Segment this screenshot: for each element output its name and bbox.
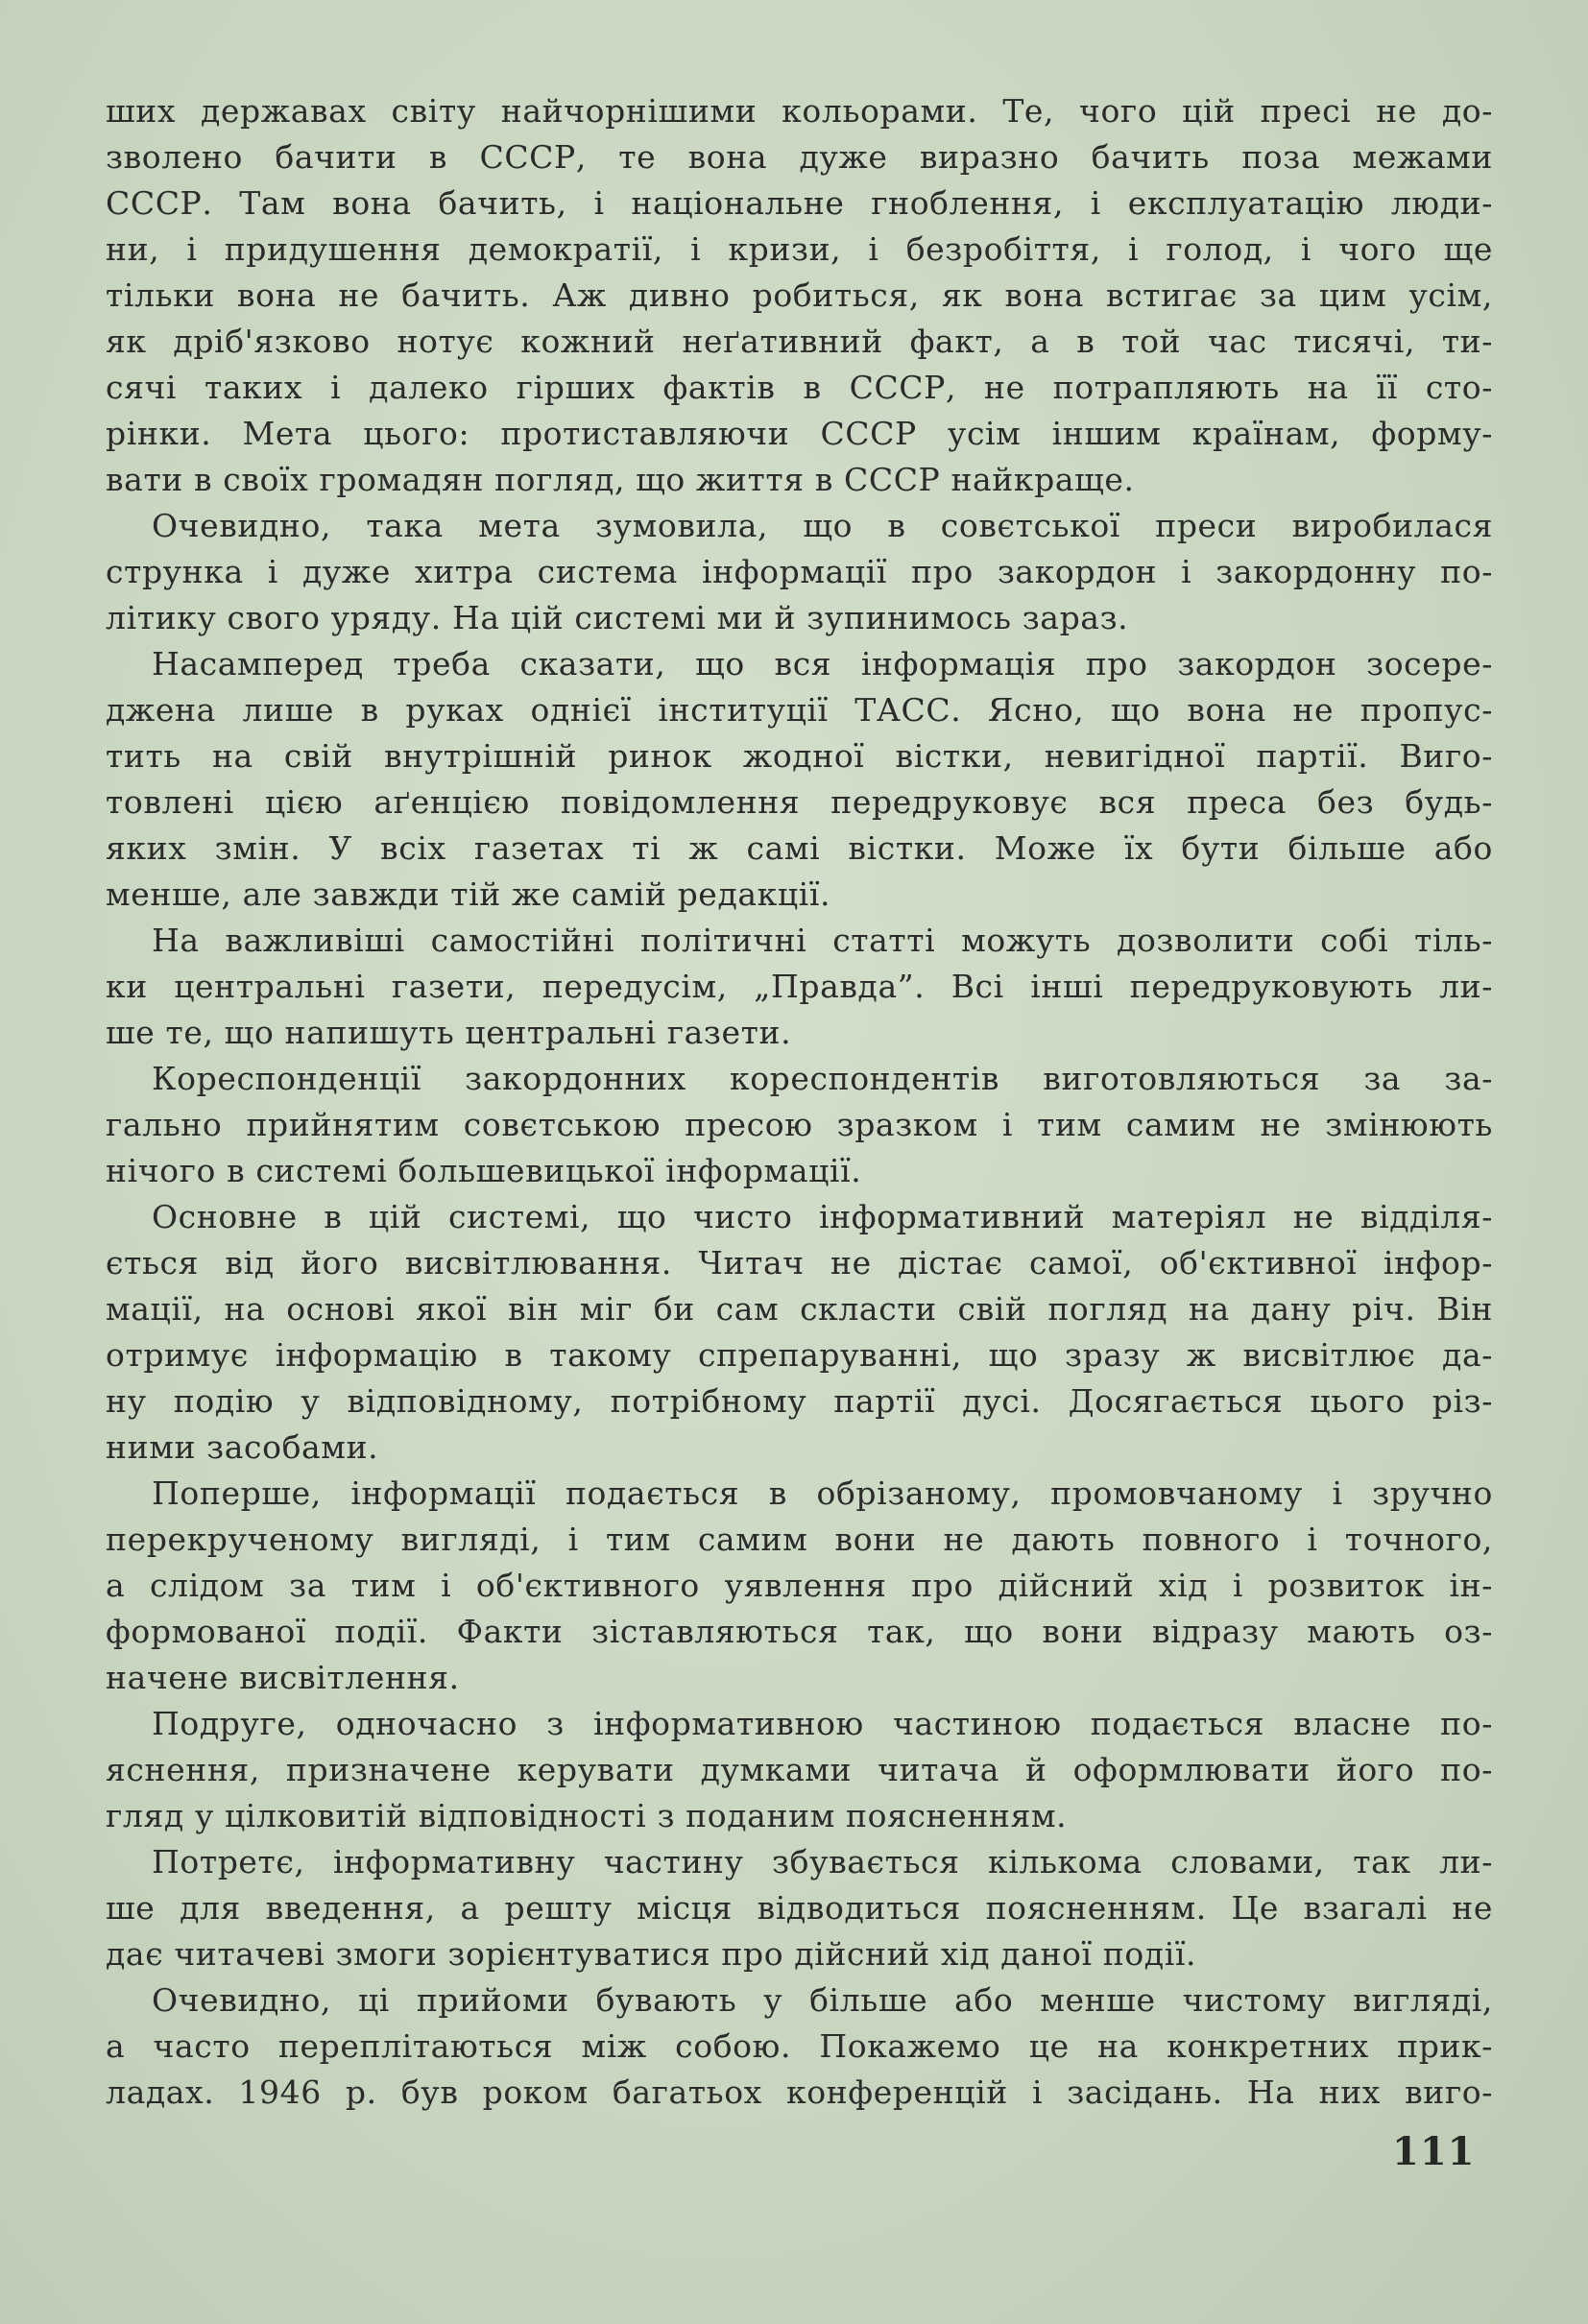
text-line: ни, і придушення демократії, і кризи, і безробіття, і голод, і чого ще — [106, 230, 1493, 268]
paragraph — [106, 88, 1493, 503]
text-line: Очевидно, така мета зумовила, що в совєтської преси виробилася — [152, 507, 1493, 544]
text-line: отримує інформацію в такому спрепаруванні, що зразу ж висвітлює да- — [106, 1336, 1493, 1374]
paragraph — [106, 1194, 1493, 1471]
text-line: перекрученому вигляді, і тим самим вони не дають повного і точного, — [106, 1521, 1493, 1558]
text-line: вати в своїх громадян погляд, що життя в СССР найкраще. — [106, 461, 1135, 498]
text-line: тить на свій внутрішній ринок жодної вістки, невигідної партії. Виго- — [106, 737, 1493, 775]
text-line: джена лише в руках однієї інституції ТАСС. Ясно, що вона не пропус- — [106, 691, 1493, 729]
text-line: Подруге, одночасно з інформативною частиною подається власне по- — [152, 1705, 1493, 1742]
text-line: зволено бачити в СССР, те вона дуже виразно бачить поза межами — [106, 138, 1493, 176]
text-line: формованої події. Факти зіставляються так, що вони відразу мають оз- — [106, 1613, 1493, 1650]
paragraph — [106, 1701, 1493, 1839]
text-line: нічого в системі большевицької інформації. — [106, 1152, 862, 1189]
text-line: ється від його висвітлювання. Читач не дістає самої, об'єктивної інфор- — [106, 1244, 1493, 1282]
text-line: ладах. 1946 р. був роком багатьох конференцій і засідань. На них виго- — [106, 2073, 1493, 2111]
text-line: тільки вона не бачить. Аж дивно робиться, як вона встигає за цим усім, — [106, 276, 1493, 314]
paragraph — [106, 503, 1493, 641]
page-number: 111 — [1392, 2129, 1476, 2174]
text-line: ки центральні газети, передусім, „Правда”. Всі інші передруковують ли- — [106, 968, 1493, 1005]
text-line: літику свого уряду. На цій системі ми й зупинимось зараз. — [106, 599, 1129, 636]
text-line: Насамперед треба сказати, що вся інформація про закордон зосере- — [152, 645, 1493, 683]
text-line: Кореспонденції закордонних кореспондентів виготовляються за за- — [152, 1060, 1493, 1097]
text-line: яснення, призначене керувати думками читача й оформлювати його по- — [106, 1751, 1493, 1788]
paragraph — [106, 1471, 1493, 1701]
text-line: Поперше, інформації подається в обрізаному, промовчаному і зручно — [152, 1474, 1493, 1512]
paragraph — [106, 1839, 1493, 1977]
text-line: мації, на основі якої він міг би сам скласти свій погляд на дану річ. Він — [106, 1290, 1493, 1328]
text-line: СССР. Там вона бачить, і національне гноблення, і експлуатацію люди- — [106, 184, 1493, 222]
text-line: Основне в цій системі, що чисто інформативний матеріял не відділя- — [152, 1198, 1493, 1235]
text-line: а часто переплітаються між собою. Покажемо це на конкретних прик- — [106, 2027, 1493, 2065]
text-line: гляд у цілковитій відповідності з поданим поясненням. — [106, 1797, 1068, 1834]
text-line: яких змін. У всіх газетах ті ж самі вістки. Може їх бути більше або — [106, 829, 1493, 867]
text-line: начене висвітлення. — [106, 1659, 460, 1696]
text-line: ших державах світу найчорнішими кольорами. Те, чого цій пресі не до- — [106, 92, 1493, 130]
text-line: як дріб'язково нотує кожний неґативний факт, а в той час тисячі, ти- — [106, 323, 1493, 360]
text-line: менше, але завжди тій же самій редакції. — [106, 875, 831, 913]
text-line: товлені цією аґенцією повідомлення передруковує вся преса без будь- — [106, 783, 1493, 821]
paragraph — [106, 1056, 1493, 1194]
text-line: а слідом за тим і об'єктивного уявлення про дійсний хід і розвиток ін- — [106, 1567, 1493, 1604]
paragraph — [106, 641, 1493, 918]
text-line: сячі таких і далеко гірших фактів в СССР, не потрапляють на її сто- — [106, 369, 1493, 406]
text-line: дає читачеві змоги зорієнтуватися про дійсний хід даної події. — [106, 1935, 1197, 1973]
text-line: гально прийнятим совєтською пресою зразком і тим самим не змінюють — [106, 1106, 1493, 1143]
text-line: ше для введення, а решту місця відводиться поясненням. Це взагалі не — [106, 1889, 1493, 1927]
text-line: рінки. Мета цього: протиставляючи СССР усім іншим країнам, форму- — [106, 415, 1493, 452]
text-line: ше те, що напишуть центральні газети. — [106, 1014, 792, 1051]
text-line: Очевидно, ці прийоми бувають у більше або менше чистому вигляді, — [152, 1981, 1493, 2019]
paragraph — [106, 918, 1493, 1056]
text-line: струнка і дуже хитра система інформації про закордон і закордонну по- — [106, 553, 1493, 590]
text-line: ну подію у відповідному, потрібному партії дусі. Досягається цього різ- — [106, 1382, 1493, 1420]
text-line: На важливіші самостійні політичні статті можуть дозволити собі тіль- — [152, 922, 1493, 959]
paragraph — [106, 1977, 1493, 2116]
text-line: Потретє, інформативну частину збувається кількома словами, так ли- — [152, 1843, 1493, 1881]
body-text — [106, 88, 1493, 2116]
text-line: ними засобами. — [106, 1428, 379, 1466]
